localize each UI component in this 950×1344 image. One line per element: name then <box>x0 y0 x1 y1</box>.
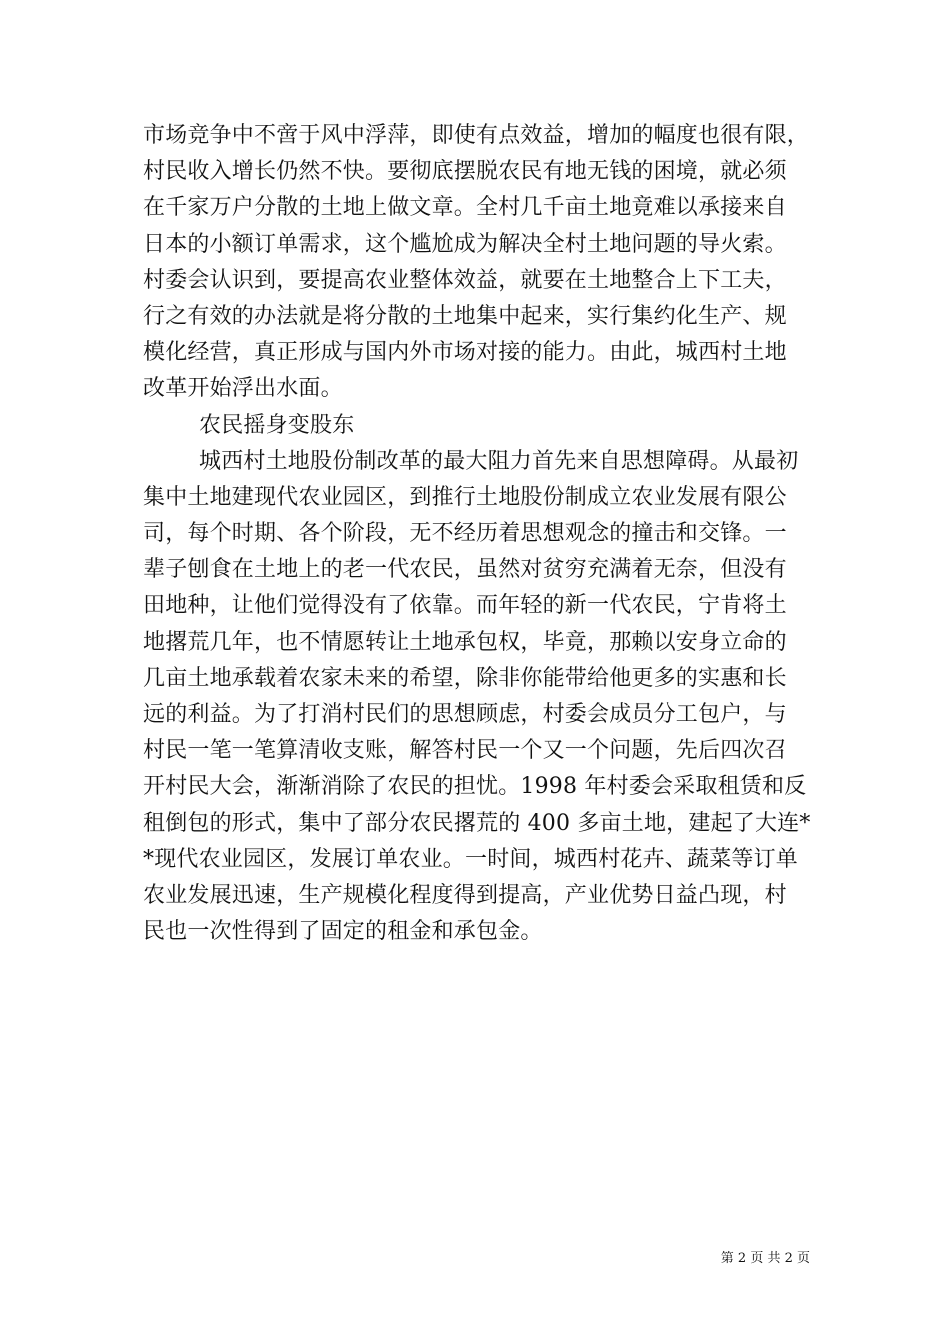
text-line: 地撂荒几年，也不情愿转让土地承包权，毕竟，那赖以安身立命的 <box>143 629 787 655</box>
paragraph-1 <box>143 118 813 408</box>
page-number: 第 2 页 共 2 页 <box>720 1251 810 1266</box>
text-line: 行之有效的办法就是将分散的土地集中起来，实行集约化生产、规 <box>143 303 787 329</box>
text-line: 农业发展迅速，生产规模化程度得到提高，产业优势日益凸现，村 <box>143 882 787 908</box>
text-line: 在千家万户分散的土地上做文章。全村几千亩土地竟难以承接来自 <box>143 195 787 221</box>
text-line: 日本的小额订单需求，这个尴尬成为解决全村土地问题的导火索。 <box>143 231 787 257</box>
text-line: 开村民大会，渐渐消除了农民的担忧。1998 年村委会采取租赁和反 <box>143 774 807 800</box>
text-line: 租倒包的形式，集中了部分农民撂荒的 400 多亩土地，建起了大连* <box>143 810 811 836</box>
text-line: *现代农业园区，发展订单农业。一时间，城西村花卉、蔬菜等订单 <box>143 846 799 872</box>
text-line: 村民收入增长仍然不快。要彻底摆脱农民有地无钱的困境，就必须 <box>143 159 787 185</box>
text-line: 几亩土地承载着农家未来的希望，除非你能带给他更多的实惠和长 <box>143 665 787 691</box>
section-heading: 农民摇身变股东 <box>199 412 355 438</box>
text-line: 模化经营，真正形成与国内外市场对接的能力。由此，城西村土地 <box>143 340 787 366</box>
text-line: 城西村土地股份制改革的最大阻力首先来自思想障碍。从最初 <box>199 448 799 474</box>
text-line: 集中土地建现代农业园区，到推行土地股份制成立农业发展有限公 <box>143 484 787 510</box>
document-body <box>143 118 813 950</box>
text-line: 司，每个时期、各个阶段，无不经历着思想观念的撞击和交锋。一 <box>143 521 787 547</box>
text-line: 改革开始浮出水面。 <box>143 376 343 402</box>
text-line: 民也一次性得到了固定的租金和承包金。 <box>143 919 543 945</box>
paragraph-2 <box>143 444 813 951</box>
text-line: 市场竞争中不啻于风中浮萍，即使有点效益，增加的幅度也很有限， <box>143 123 810 148</box>
text-line: 远的利益。为了打消村民们的思想顾虑，村委会成员分工包户，与 <box>143 702 787 727</box>
text-line: 田地种，让他们觉得没有了依靠。而年轻的新一代农民，宁肯将土 <box>143 593 787 619</box>
text-line: 村民一笔一笔算清收支账，解答村民一个又一个问题，先后四次召 <box>143 738 787 764</box>
text-line: 辈子刨食在土地上的老一代农民，虽然对贫穷充满着无奈，但没有 <box>143 557 787 583</box>
text-line: 村委会认识到，要提高农业整体效益，就要在土地整合上下工夫， <box>143 267 787 293</box>
